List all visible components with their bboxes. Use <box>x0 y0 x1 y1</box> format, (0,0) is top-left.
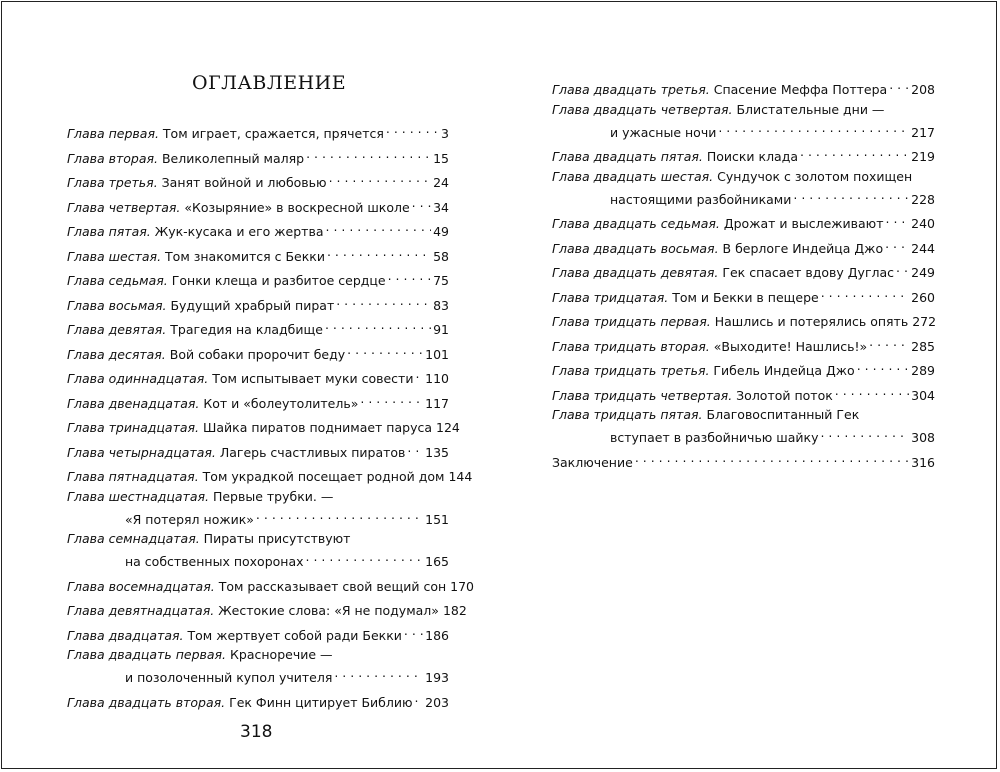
dot-leader <box>800 143 909 161</box>
toc-entry-line <box>67 218 449 239</box>
page-number: 318 <box>240 722 273 742</box>
chapter-page-number: 165 <box>425 554 449 569</box>
chapter-label: Глава восьмая. <box>67 297 167 313</box>
chapter-page-number: 110 <box>425 371 449 386</box>
book-spread <box>1 1 997 769</box>
dot-leader <box>820 424 909 442</box>
chapter-page-number: 101 <box>425 346 449 362</box>
toc-entry[interactable] <box>67 218 449 239</box>
toc-entry[interactable] <box>552 406 935 445</box>
chapter-title: и позолоченный купол учителя <box>125 670 333 685</box>
chapter-title: Красноречие — <box>230 647 333 662</box>
toc-entry-line <box>67 365 449 386</box>
chapter-title: Спасение Меффа Поттера <box>713 82 888 97</box>
dot-leader <box>407 439 423 457</box>
dot-leader <box>327 243 431 261</box>
toc-entry[interactable] <box>67 316 449 337</box>
toc-entry-line <box>552 284 935 305</box>
chapter-title: на собственных похоронах <box>125 554 304 569</box>
dot-leader <box>404 622 423 640</box>
toc-entry[interactable] <box>67 169 449 190</box>
chapter-title: Заключение <box>552 454 633 470</box>
toc-entry-line <box>67 267 449 288</box>
chapter-page-number: 208 <box>911 82 935 97</box>
toc-entry[interactable] <box>67 120 449 141</box>
chapter-page-number: 117 <box>425 395 449 411</box>
chapter-title: Гибель Индейца Джо <box>713 363 855 378</box>
toc-entry-line <box>67 488 449 506</box>
toc-entry-line <box>67 439 449 460</box>
chapter-page-number: 15 <box>433 150 449 166</box>
toc-entry[interactable] <box>552 382 935 403</box>
toc-entry-line <box>67 292 449 313</box>
chapter-label: Глава двадцать шестая. <box>552 168 714 184</box>
dot-leader <box>821 284 909 302</box>
chapter-title: Лагерь счастливых пиратов <box>219 444 406 460</box>
chapter-title: Блистательные дни — <box>736 101 885 117</box>
toc-entry-line <box>67 390 449 411</box>
chapter-label: Глава одиннадцатая. <box>67 371 209 386</box>
toc-entry[interactable] <box>552 143 935 164</box>
dot-leader <box>388 267 431 285</box>
chapter-title: Том рассказывает свой вещий сон <box>218 578 447 594</box>
chapter-title: Нашлись и потерялись опять <box>714 314 909 329</box>
chapter-title: Гек спасает вдову Дуглас <box>722 265 895 280</box>
dot-leader <box>326 218 432 236</box>
chapter-title: «Я потерял ножик» <box>125 511 254 527</box>
toc-entry[interactable] <box>552 101 935 140</box>
toc-entry[interactable] <box>67 292 449 313</box>
chapter-title: настоящими разбойниками <box>610 191 792 207</box>
chapter-label: Глава третья. <box>67 175 158 190</box>
chapter-page-number: 170 <box>450 578 475 594</box>
dot-leader <box>415 365 423 383</box>
chapter-label: Глава вторая. <box>67 150 158 166</box>
toc-entry[interactable] <box>67 267 449 288</box>
toc-entry[interactable] <box>67 243 449 264</box>
toc-entry-line <box>552 119 935 140</box>
toc-entry-line <box>67 622 449 643</box>
chapter-page-number: 83 <box>433 297 449 313</box>
toc-entry-line <box>552 357 935 378</box>
chapter-title: Жук-кусака и его жертва <box>154 224 324 239</box>
chapter-label: Глава двенадцатая. <box>67 395 200 411</box>
dot-leader <box>793 186 909 204</box>
chapter-label: Глава седьмая. <box>67 273 168 288</box>
chapter-title: Благовоспитанный Гек <box>706 407 860 422</box>
dot-leader <box>347 341 423 359</box>
toc-entry[interactable] <box>67 622 449 643</box>
toc-entry[interactable] <box>552 235 935 256</box>
toc-entry[interactable] <box>552 168 935 207</box>
chapter-page-number: 3 <box>441 126 449 141</box>
chapter-label: Глава семнадцатая. <box>67 531 200 546</box>
chapter-page-number: 144 <box>448 469 473 484</box>
toc-entry[interactable] <box>552 449 935 470</box>
chapter-title: Поиски клада <box>706 149 799 164</box>
toc-entry-line <box>67 316 449 337</box>
toc-entry[interactable] <box>552 308 937 329</box>
dot-leader <box>718 119 909 137</box>
toc-entry-line <box>67 689 449 710</box>
chapter-page-number: 228 <box>911 191 935 207</box>
chapter-label: Глава десятая. <box>67 346 166 362</box>
chapter-title: «Выходите! Нашлись!» <box>713 338 868 354</box>
toc-entry-line <box>67 530 449 548</box>
chapter-page-number: 219 <box>911 149 935 164</box>
toc-entry-line <box>67 664 449 685</box>
toc-entry-line <box>552 76 935 97</box>
chapter-title: Том играет, сражается, прячется <box>162 126 384 141</box>
chapter-title: и ужасные ночи <box>610 124 717 140</box>
toc-entry[interactable] <box>67 597 467 618</box>
toc-entry[interactable] <box>67 365 449 386</box>
toc-entry-line <box>67 194 449 215</box>
chapter-page-number: 316 <box>911 454 935 470</box>
toc-entry[interactable] <box>67 341 449 362</box>
chapter-page-number: 272 <box>912 314 937 329</box>
chapter-title: Том испытывает муки совести <box>212 371 414 386</box>
dot-leader <box>336 292 431 310</box>
chapter-page-number: 289 <box>911 363 935 378</box>
toc-entry-line <box>552 308 937 329</box>
chapter-title: Первые трубки. — <box>212 488 334 504</box>
chapter-label: Глава тридцать вторая. <box>552 338 710 354</box>
chapter-title: Том знакомится с Бекки <box>165 248 325 264</box>
chapter-label: Глава двадцать седьмая. <box>552 216 720 231</box>
chapter-label: Глава шестнадцатая. <box>67 488 209 504</box>
chapter-title: Гек Финн цитирует Библию <box>229 694 413 710</box>
toc-entry[interactable] <box>67 439 449 460</box>
toc-entry[interactable] <box>552 357 935 378</box>
toc-entry[interactable] <box>67 414 460 435</box>
chapter-title: Кот и «болеутолитель» <box>203 395 359 411</box>
dot-leader <box>415 689 424 707</box>
chapter-title: В берлоге Индейца Джо <box>722 240 884 256</box>
dot-leader <box>889 76 909 94</box>
chapter-page-number: 249 <box>911 265 935 280</box>
chapter-page-number: 217 <box>911 124 935 140</box>
chapter-page-number: 91 <box>433 322 449 337</box>
dot-leader <box>857 357 909 375</box>
toc-entry-line <box>552 333 935 354</box>
toc-entry-line <box>552 259 935 280</box>
toc-entry-line <box>552 382 935 403</box>
chapter-page-number: 124 <box>436 420 460 435</box>
dot-leader <box>334 664 423 682</box>
toc-entry[interactable] <box>67 194 449 215</box>
chapter-label: Глава двадцать девятая. <box>552 265 719 280</box>
toc-entry-line <box>67 597 467 618</box>
toc-entry-line <box>552 449 935 470</box>
chapter-label: Глава тридцать четвертая. <box>552 387 733 403</box>
toc-entry[interactable] <box>552 284 935 305</box>
chapter-label: Глава тринадцатая. <box>67 420 200 435</box>
toc-entry-line <box>552 101 935 119</box>
chapter-title: Золотой поток <box>736 387 833 403</box>
chapter-label: Глава пятая. <box>67 224 151 239</box>
chapter-label: Глава двадцать восьмая. <box>552 240 719 256</box>
toc-entry-line <box>67 548 449 569</box>
toc-entry[interactable] <box>552 333 935 354</box>
chapter-title: Великолепный маляр <box>161 150 305 166</box>
chapter-page-number: 58 <box>433 248 449 264</box>
toc-entry-line <box>552 424 935 445</box>
chapter-page-number: 260 <box>911 289 935 305</box>
chapter-page-number: 182 <box>442 603 467 618</box>
chapter-title: вступает в разбойничью шайку <box>610 430 819 445</box>
dot-leader <box>325 316 431 334</box>
chapter-label: Глава шестая. <box>67 248 162 264</box>
chapter-page-number: 151 <box>425 511 449 527</box>
toc-entry-line <box>552 186 935 207</box>
chapter-page-number: 24 <box>433 175 449 190</box>
toc-entry-line <box>67 573 475 594</box>
toc-entry[interactable] <box>67 463 473 484</box>
toc-entry-line <box>552 143 935 164</box>
chapter-label: Глава двадцать четвертая. <box>552 101 733 117</box>
toc-entry-line <box>67 243 449 264</box>
toc-entry-line <box>67 145 449 166</box>
dot-leader <box>869 333 909 351</box>
chapter-label: Глава девятая. <box>67 322 167 337</box>
chapter-label: Глава двадцатая. <box>67 627 184 643</box>
toc-entry-line <box>552 168 935 186</box>
dot-leader <box>360 390 423 408</box>
toc-entry-line <box>67 506 449 527</box>
toc-entry[interactable] <box>552 259 935 280</box>
toc-entry-line <box>67 414 460 435</box>
toc-entry-line <box>552 235 935 256</box>
chapter-label: Глава девятнадцатая. <box>67 603 215 618</box>
toc-entry[interactable] <box>67 689 449 710</box>
toc-entry-line <box>67 120 449 141</box>
toc-entry-line <box>67 341 449 362</box>
chapter-page-number: 203 <box>425 694 449 710</box>
chapter-label: Глава двадцать вторая. <box>67 694 226 710</box>
chapter-title: Трагедия на кладбище <box>170 322 323 337</box>
dot-leader <box>256 506 423 524</box>
chapter-page-number: 49 <box>433 224 449 239</box>
toc-entry-line <box>67 169 449 190</box>
dot-leader <box>329 169 432 187</box>
chapter-page-number: 240 <box>911 216 935 231</box>
chapter-label: Глава четвертая. <box>67 199 181 215</box>
toc-entry[interactable] <box>552 210 935 231</box>
chapter-label: Глава тридцать первая. <box>552 314 711 329</box>
dot-leader <box>885 235 909 253</box>
dot-leader <box>896 259 909 277</box>
chapter-title: Пираты присутствуют <box>203 531 351 546</box>
chapter-page-number: 193 <box>425 670 449 685</box>
chapter-label: Глава первая. <box>67 126 159 141</box>
chapter-label: Глава двадцать третья. <box>552 82 710 97</box>
chapter-title: Том и Бекки в пещере <box>672 289 819 305</box>
chapter-title: Жестокие слова: «Я не подумал» <box>218 603 439 618</box>
toc-entry-line <box>552 406 935 424</box>
dot-leader <box>412 194 431 212</box>
chapter-label: Глава восемнадцатая. <box>67 578 215 594</box>
chapter-label: Глава двадцать первая. <box>67 647 227 662</box>
chapter-page-number: 186 <box>425 627 449 643</box>
chapter-title: Шайка пиратов поднимает паруса <box>203 420 433 435</box>
toc-title: ОГЛАВЛЕНИЕ <box>192 72 347 94</box>
toc-entry-line <box>67 646 449 664</box>
chapter-page-number: 308 <box>911 430 935 445</box>
chapter-title: Дрожат и выслеживают <box>723 216 884 231</box>
chapter-title: Вой собаки пророчит беду <box>169 346 346 362</box>
chapter-title: Занят войной и любовью <box>161 175 327 190</box>
dot-leader <box>635 449 909 467</box>
dot-leader <box>386 120 439 138</box>
chapter-title: «Козыряние» в воскресной школе <box>184 199 410 215</box>
chapter-page-number: 285 <box>911 338 935 354</box>
toc-entry-line <box>67 463 473 484</box>
chapter-title: Гонки клеща и разбитое сердце <box>171 273 386 288</box>
chapter-page-number: 135 <box>425 444 449 460</box>
dot-leader <box>886 210 910 228</box>
dot-leader <box>306 548 424 566</box>
toc-entry[interactable] <box>552 76 935 97</box>
chapter-page-number: 244 <box>911 240 935 256</box>
toc-entry[interactable] <box>67 646 449 685</box>
chapter-label: Глава двадцать пятая. <box>552 149 703 164</box>
dot-leader <box>306 145 431 163</box>
chapter-page-number: 34 <box>433 199 449 215</box>
chapter-title: Том жертвует собой ради Бекки <box>187 627 402 643</box>
chapter-title: Том украдкой посещает родной дом <box>202 469 445 484</box>
chapter-label: Глава четырнадцатая. <box>67 444 216 460</box>
toc-entry[interactable] <box>67 488 449 527</box>
toc-entry[interactable] <box>67 145 449 166</box>
chapter-label: Глава тридцать третья. <box>552 363 710 378</box>
chapter-page-number: 304 <box>911 387 935 403</box>
chapter-label: Глава тридцать пятая. <box>552 407 703 422</box>
chapter-page-number: 75 <box>433 273 449 288</box>
chapter-title: Будущий храбрый пират <box>170 297 335 313</box>
toc-entry[interactable] <box>67 530 449 569</box>
toc-entry[interactable] <box>67 573 475 594</box>
chapter-title: Сундучок с золотом похищен <box>717 168 913 184</box>
toc-entry[interactable] <box>67 390 449 411</box>
dot-leader <box>835 382 909 400</box>
chapter-label: Глава пятнадцатая. <box>67 469 199 484</box>
toc-entry-line <box>552 210 935 231</box>
chapter-label: Глава тридцатая. <box>552 289 669 305</box>
